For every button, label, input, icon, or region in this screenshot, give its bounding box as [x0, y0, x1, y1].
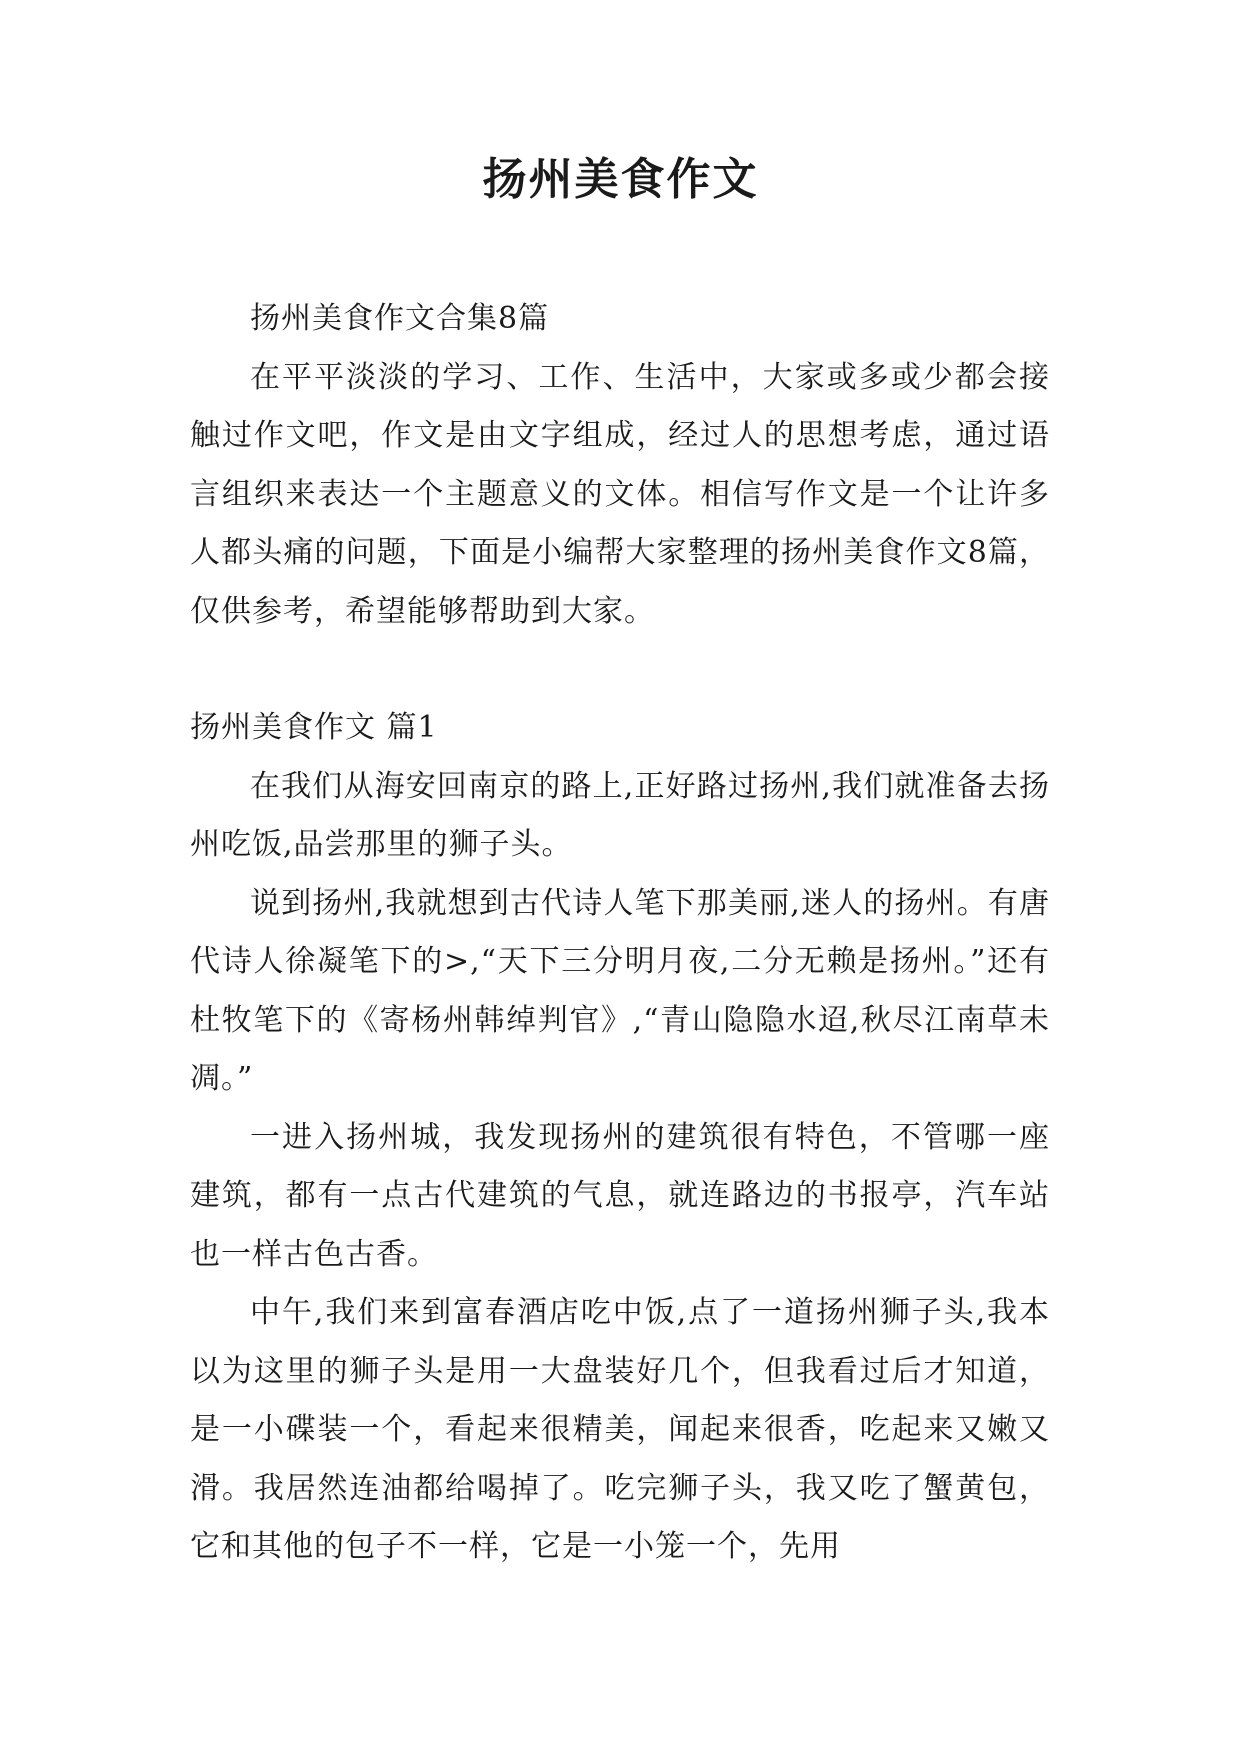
- body-paragraph: 说到扬州,我就想到古代诗人笔下那美丽,迷人的扬州。有唐代诗人徐凝笔下的>,“天下三分明月夜,二分无赖是扬州。”还有杜牧笔下的《寄杨州韩绰判官》,“青山隐隐水迢,秋尽江南草未凋。”: [190, 885, 1050, 1096]
- body-paragraph: 在我们从海安回南京的路上,正好路过扬州,我们就准备去扬州吃饭,品尝那里的狮子头。: [190, 768, 1050, 862]
- intro-paragraph: 在平平淡淡的学习、工作、生活中，大家或多或少都会接触过作文吧，作文是由文字组成，经过人的思想考虑，通过语言组织来表达一个主题意义的文体。相信写作文是一个让许多人都头痛的问题，下面是小编帮大家整理的扬州美食作文8篇，仅供参考，希望能够帮助到大家。: [190, 359, 1050, 629]
- section-heading: 扬州美食作文 篇1: [190, 710, 438, 745]
- document-title: 扬州美食作文: [482, 154, 759, 205]
- body-paragraph: 一进入扬州城，我发现扬州的建筑很有特色，不管哪一座建筑，都有一点古代建筑的气息，就连路边的书报亭，汽车站也一样古色古香。: [190, 1119, 1050, 1272]
- document-body: [190, 290, 1050, 1577]
- body-paragraph: 中午,我们来到富春酒店吃中饭,点了一道扬州狮子头,我本以为这里的狮子头是用一大盘装好几个，但我看过后才知道，是一小碟装一个，看起来很精美，闻起来很香，吃起来又嫩又滑。我居然连油都给喝掉了。吃完狮子头，我又吃了蟹黄包，它和其他的包子不一样，它是一小笼一个，先用: [190, 1295, 1050, 1564]
- intro-subtitle: 扬州美食作文合集8篇: [250, 301, 550, 336]
